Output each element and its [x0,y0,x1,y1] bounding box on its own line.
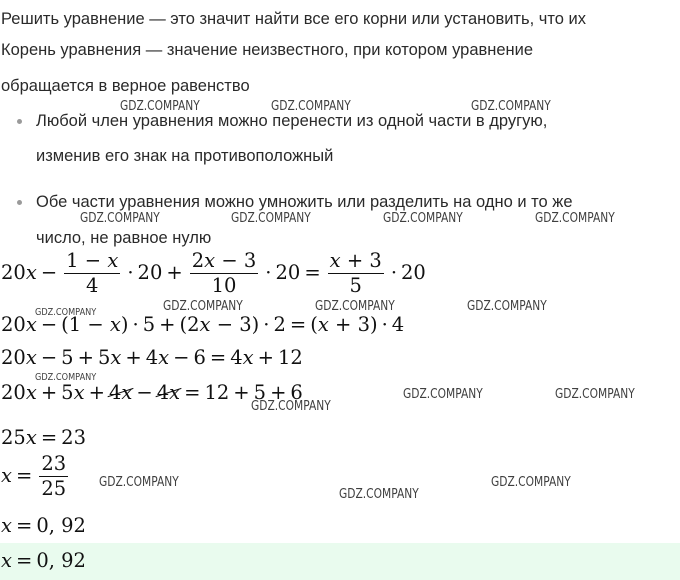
equation-step-1: 20x − $\frac{1 - x}{4}$ · 20 + $\frac{2x - 3}{10}$ · 20 = $\frac{x + 3}{5}$ · 20 [1,249,426,297]
rule-2-line-1: Обе части уравнения можно умножить или разделить на одно и то же [36,193,573,211]
answer-highlight [0,543,680,580]
equation-step-4: 20x + 5x + 4x − 4x = 12 + 5 + 6 [1,381,303,404]
watermark: GDZ.COMPANY [339,487,419,502]
watermark: GDZ.COMPANY [315,299,395,314]
cancelled-term: 4x [156,381,181,404]
watermark: GDZ.COMPANY [471,99,551,114]
equation-step-3: 20x − 5 + 5x + 4x − 6 = 4x + 12 [1,346,303,369]
watermark: GDZ.COMPANY [467,299,547,314]
watermark: GDZ.COMPANY [251,399,331,414]
intro-line-3: обращается в верное равенство [1,77,250,95]
equation-step-6: x = $\frac{23}{25}$ [1,452,67,500]
watermark: GDZ.COMPANY [383,211,463,226]
equation-step-5: 25x = 23 [1,426,86,449]
fraction: $\frac{23}{25}$ [41,452,67,500]
equation-step-2: 20x − (1 − x) · 5 + (2x − 3) · 2 = (x + 3) · 4 [1,313,405,336]
watermark: GDZ.COMPANY [99,475,179,490]
watermark: GDZ.COMPANY [491,475,571,490]
watermark: GDZ.COMPANY [403,387,483,402]
watermark: GDZ.COMPANY [555,387,635,402]
equation-step-7: x = 0, 92 [1,514,86,537]
bullet-dot-icon [17,119,22,124]
fraction: $\frac{2x - 3}{10}$ [191,249,257,297]
watermark: GDZ.COMPANY [535,211,615,226]
watermark: GDZ.COMPANY [120,99,200,114]
bullet-dot-icon [17,200,22,205]
rule-2-line-2: число, не равное нулю [36,229,212,247]
watermark: GDZ.COMPANY [80,211,160,226]
intro-line-2: Корень уравнения — значение неизвестного, при котором уравнение [1,41,534,59]
watermark: GDZ.COMPANY [271,99,351,114]
watermark: GDZ.COMPANY [231,211,311,226]
watermark: GDZ.COMPANY [35,372,97,383]
final-answer: x = 0, 92 [1,549,86,572]
fraction: $\frac{1 - x}{4}$ [66,249,119,297]
watermark: GDZ.COMPANY [35,307,97,318]
fraction: $\frac{x + 3}{5}$ [329,249,382,297]
cancelled-term: 4x [108,381,133,404]
rule-1-line-2: изменив его знак на противоположный [36,147,334,165]
intro-line-1: Решить уравнение — это значит найти все его корни или установить, что их [1,10,586,28]
rule-1-line-1: Любой член уравнения можно перенести из одной части в другую, [36,112,548,130]
watermark: GDZ.COMPANY [163,299,243,314]
